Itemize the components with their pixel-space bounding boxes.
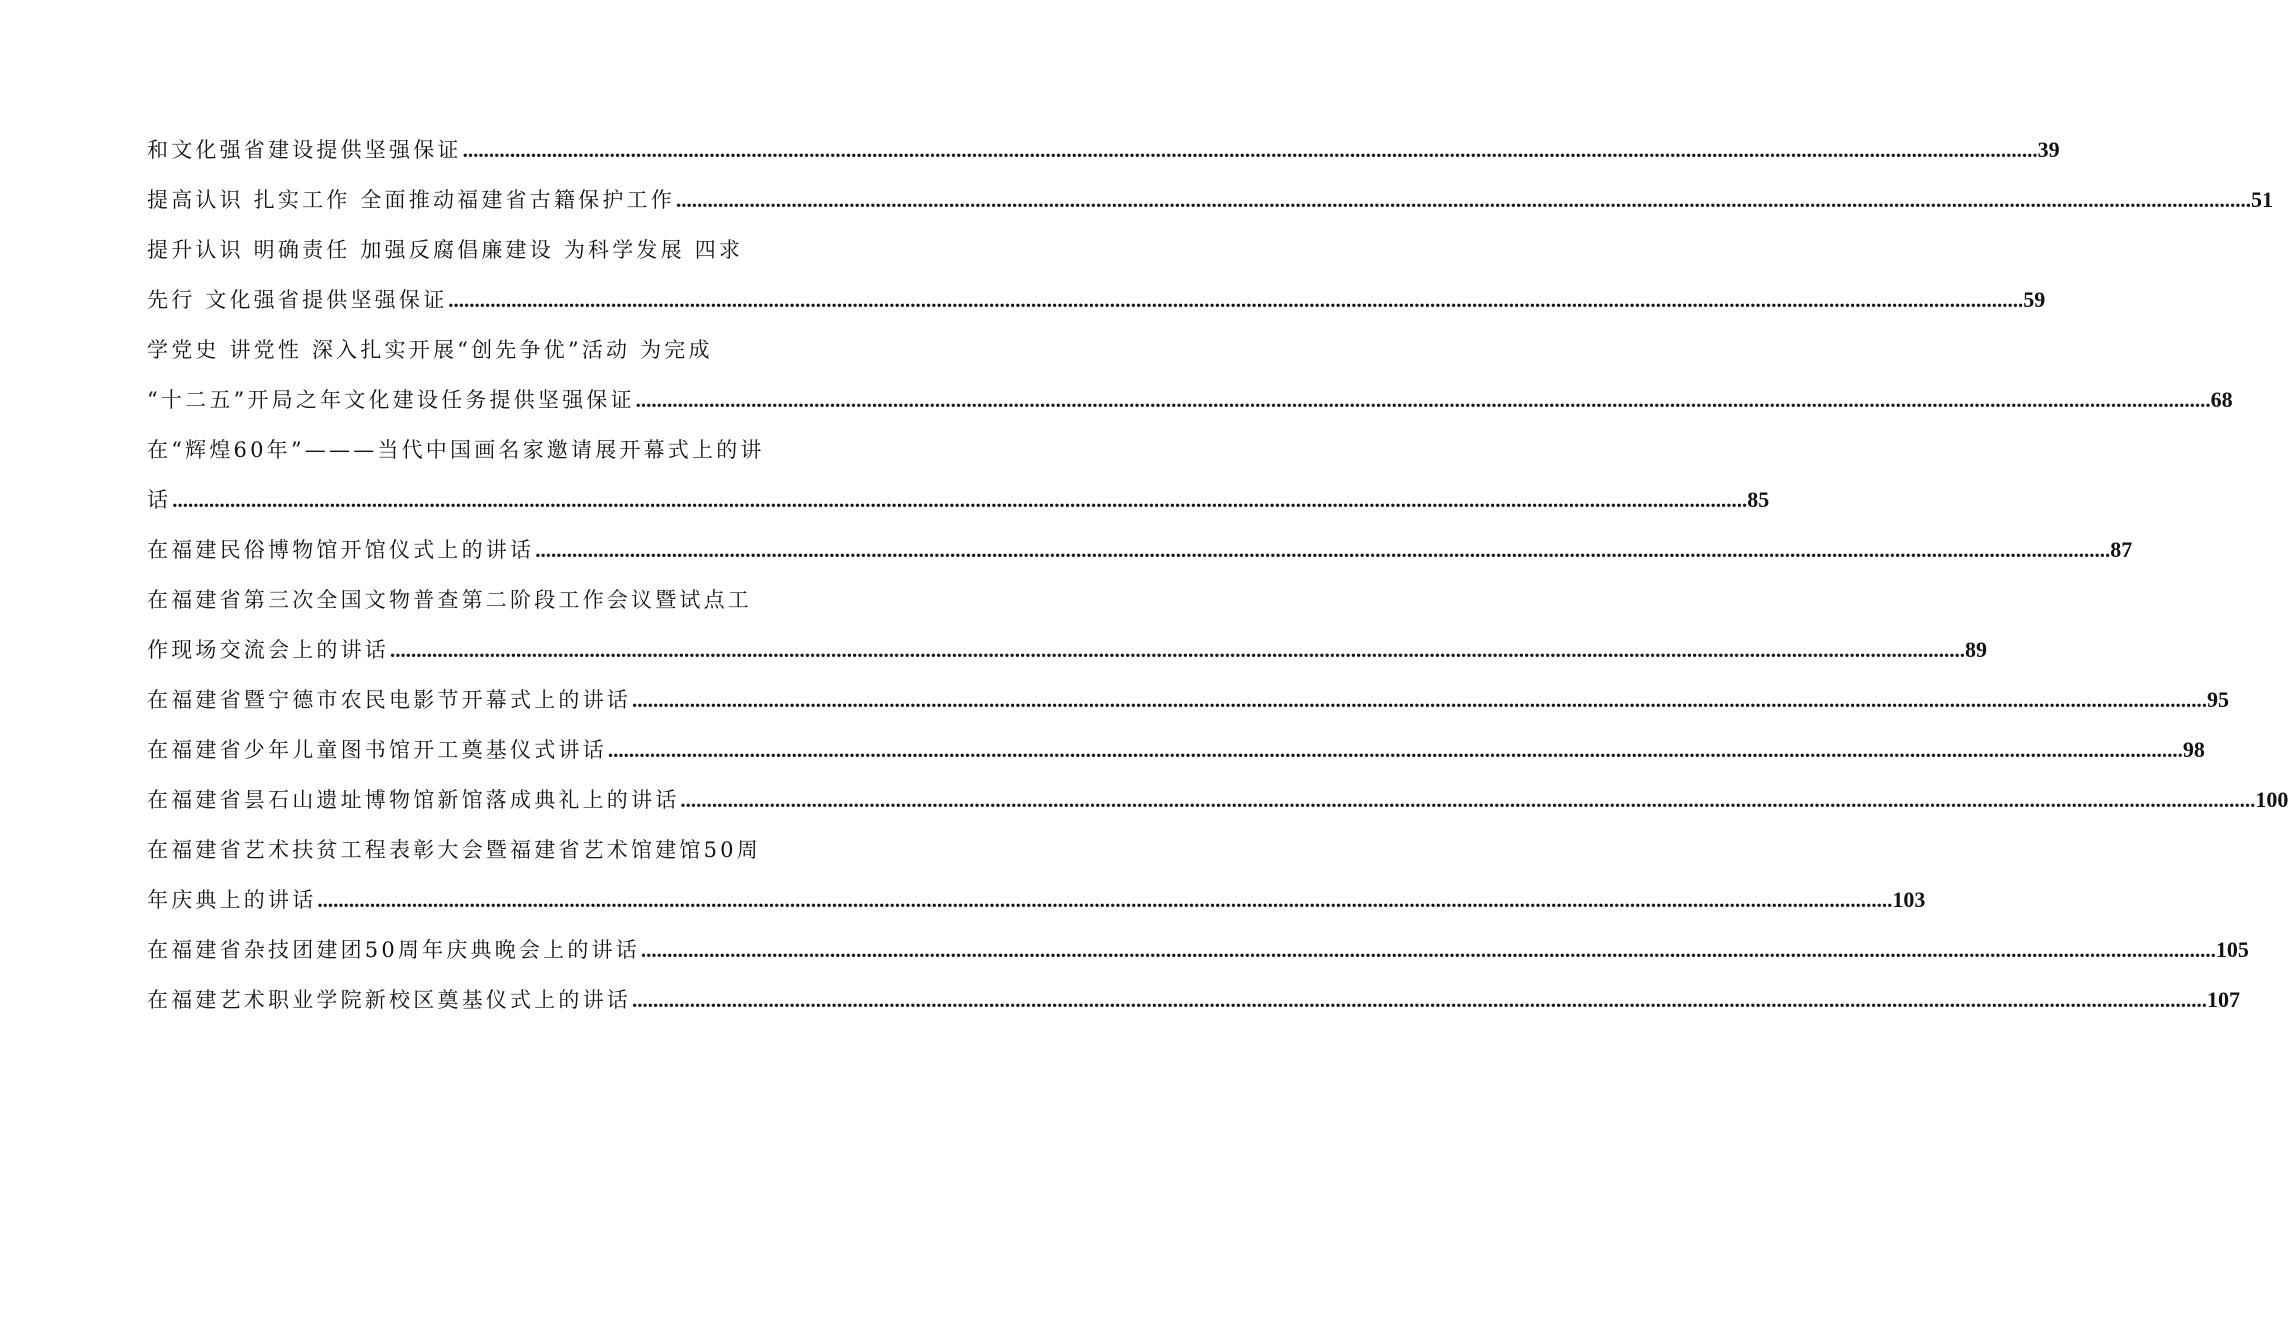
toc-entry-title-line: 学党史 讲党性 深入扎实开展“创先争优”活动 为完成 (147, 338, 713, 362)
page-number: 95 (2207, 687, 2229, 712)
table-of-contents (147, 125, 2288, 1025)
toc-entry-last-line (147, 125, 2060, 175)
page-number: 103 (1892, 887, 1926, 912)
page-number: 51 (2250, 187, 2273, 212)
toc-entry-last-line (147, 675, 2229, 725)
toc-entry-last-line (147, 925, 2249, 975)
toc-entry-title-line: 在福建省艺术扶贫工程表彰大会暨福建省艺术馆建馆50周 (147, 838, 761, 862)
leader-dots: ............................................................................................................................................................................................................................................................................................................ (390, 638, 1965, 662)
toc-entry[interactable] (147, 425, 1770, 525)
toc-entry[interactable] (147, 525, 2133, 575)
toc-entry-last-line (147, 625, 1987, 675)
toc-entry-title: 话 (147, 488, 172, 512)
toc-entry-title: 在福建省杂技团建团50周年庆典晚会上的讲话 (147, 938, 640, 962)
toc-entry-last-line (147, 375, 2233, 425)
toc-entry[interactable] (147, 725, 2205, 775)
toc-entry-title: 在福建艺术职业学院新校区奠基仪式上的讲话 (147, 988, 631, 1012)
toc-entry-title: 年庆典上的讲话 (147, 888, 317, 912)
toc-entry-title-line: 在福建省第三次全国文物普查第二阶段工作会议暨试点工 (147, 588, 752, 612)
toc-entry-last-line (147, 775, 2288, 825)
leader-dots: ............................................................................................................................................................................................................................................................................................................ (448, 288, 2024, 312)
leader-dots: ............................................................................................................................................................................................................................................................................................................ (172, 488, 1748, 512)
toc-entry-title: 在福建省暨宁德市农民电影节开幕式上的讲话 (147, 688, 631, 712)
page-number: 85 (1747, 487, 1770, 512)
toc-entry[interactable] (147, 125, 2060, 175)
toc-entry-last-line (147, 875, 1926, 925)
page-number: 107 (2207, 987, 2240, 1012)
page-number: 59 (2023, 287, 2046, 312)
leader-dots: ............................................................................................................................................................................................................................................................................................................ (640, 938, 2216, 962)
toc-entry[interactable] (147, 675, 2229, 725)
toc-entry[interactable] (147, 775, 2288, 825)
toc-entry-last-line (147, 975, 2240, 1025)
page-number: 87 (2110, 537, 2133, 562)
toc-entry-last-line (147, 725, 2205, 775)
toc-entry-title: 在福建民俗博物馆开馆仪式上的讲话 (147, 538, 535, 562)
toc-entry-title: 提高认识 扎实工作 全面推动福建省古籍保护工作 (147, 188, 675, 212)
toc-entry-last-line (147, 275, 2046, 325)
page-number: 105 (2215, 937, 2249, 962)
leader-dots: ............................................................................................................................................................................................................................................................................................................ (675, 188, 2251, 212)
toc-entry[interactable] (147, 825, 1926, 925)
leader-dots: ............................................................................................................................................................................................................................................................................................................ (635, 388, 2211, 412)
page-number: 68 (2210, 387, 2233, 412)
toc-entry[interactable] (147, 575, 1987, 675)
toc-entry-title: “十二五”开局之年文化建设任务提供坚强保证 (147, 388, 635, 412)
toc-entry[interactable] (147, 925, 2249, 975)
toc-entry-title: 在福建省昙石山遗址博物馆新馆落成典礼上的讲话 (147, 788, 680, 812)
page-number: 89 (1965, 637, 1987, 662)
toc-entry-last-line (147, 525, 2133, 575)
toc-entry-title: 作现场交流会上的讲话 (147, 638, 389, 662)
leader-dots: ............................................................................................................................................................................................................................................................................................................ (462, 138, 2038, 162)
toc-entry-last-line (147, 475, 1770, 525)
leader-dots: ............................................................................................................................................................................................................................................................................................................ (535, 538, 2111, 562)
leader-dots: ............................................................................................................................................................................................................................................................................................................ (607, 738, 2183, 762)
toc-entry-title-line: 在“辉煌60年”———当代中国画名家邀请展开幕式上的讲 (147, 438, 765, 462)
toc-entry[interactable] (147, 975, 2240, 1025)
toc-entry[interactable] (147, 175, 2273, 225)
leader-dots: ............................................................................................................................................................................................................................................................................................................ (680, 788, 2256, 812)
toc-entry-title: 在福建省少年儿童图书馆开工奠基仪式讲话 (147, 738, 607, 762)
leader-dots: ............................................................................................................................................................................................................................................................................................................ (632, 688, 2207, 712)
page-number: 98 (2182, 737, 2205, 762)
leader-dots: ............................................................................................................................................................................................................................................................................................................ (632, 988, 2207, 1012)
page-number: 39 (2037, 137, 2060, 162)
toc-entry[interactable] (147, 225, 2046, 325)
toc-entry[interactable] (147, 325, 2233, 425)
toc-entry-title-line: 提升认识 明确责任 加强反腐倡廉建设 为科学发展 四求 (147, 238, 744, 262)
toc-entry-title: 先行 文化强省提供坚强保证 (147, 288, 448, 312)
toc-entry-title: 和文化强省建设提供坚强保证 (147, 138, 462, 162)
leader-dots: ............................................................................................................................................................................................................................................................................................................ (317, 888, 1893, 912)
page-number: 100 (2255, 787, 2288, 812)
toc-entry-last-line (147, 175, 2273, 225)
